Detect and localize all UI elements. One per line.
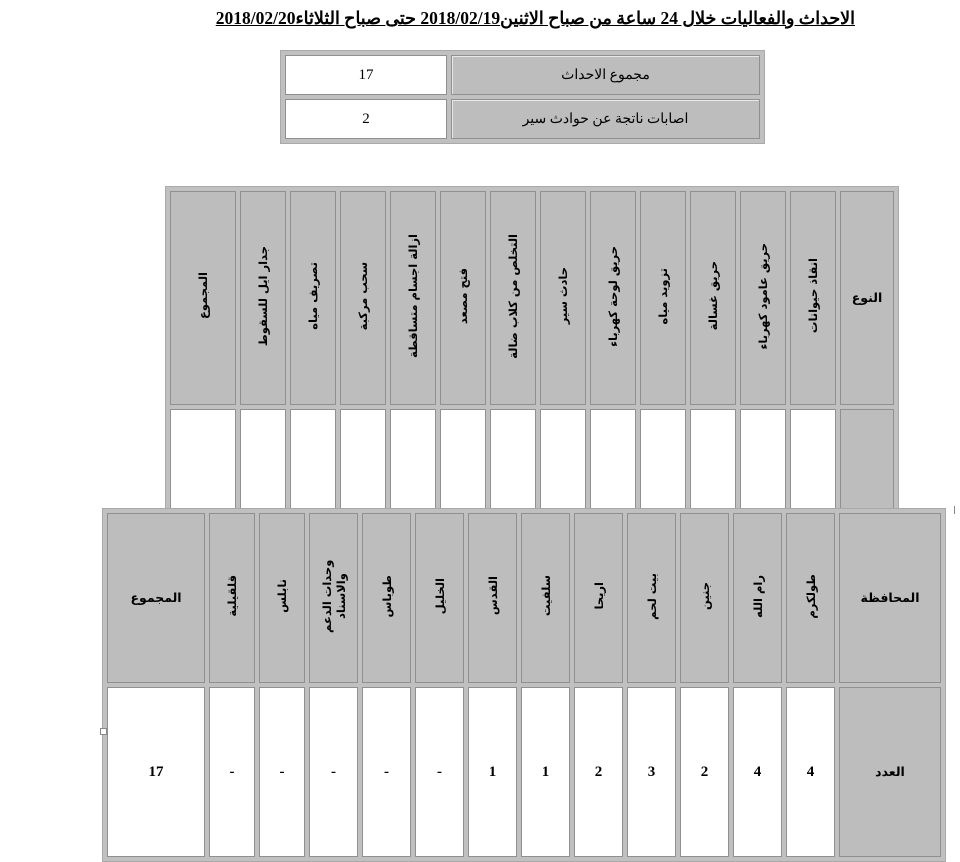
gov-label: القدس bbox=[485, 576, 500, 616]
types-total-header bbox=[170, 191, 236, 405]
resize-handle[interactable] bbox=[954, 506, 958, 514]
type-header bbox=[590, 191, 636, 405]
govs-count-label: العدد bbox=[875, 764, 905, 779]
govs-count-header bbox=[839, 687, 941, 857]
gov-header bbox=[468, 513, 517, 683]
resize-handle[interactable] bbox=[100, 728, 107, 735]
summary-table bbox=[280, 50, 765, 144]
types-total-label: المجموع bbox=[196, 272, 210, 320]
type-header bbox=[440, 191, 486, 405]
governorates-table bbox=[102, 508, 946, 862]
type-header bbox=[340, 191, 386, 405]
type-header bbox=[740, 191, 786, 405]
gov-label: بيت لحم bbox=[644, 572, 659, 620]
type-header bbox=[290, 191, 336, 405]
types-row-header bbox=[840, 191, 894, 405]
type-label: سحب مركبة bbox=[356, 261, 370, 331]
gov-label: نابلس bbox=[275, 579, 289, 613]
types-row-header-label: النوع bbox=[851, 290, 883, 305]
type-label: حريق لوحة كهرباء bbox=[606, 245, 620, 347]
gov-count: 3 bbox=[627, 687, 676, 857]
page-title: الاحداث والفعاليات خلال 24 ساعة من صباح الاثنين2018/02/19 حتى صباح الثلاثاء2018/02/20 bbox=[215, 8, 855, 28]
gov-label: رام الله bbox=[750, 574, 765, 618]
summary-label: مجموع الاحداث bbox=[451, 55, 760, 95]
gov-header bbox=[733, 513, 782, 683]
gov-count: - bbox=[309, 687, 358, 857]
type-label: جدار ايل للسقوط bbox=[256, 245, 270, 347]
summary-value: 17 bbox=[285, 55, 447, 95]
gov-header bbox=[259, 513, 305, 683]
govs-header-row bbox=[107, 513, 941, 683]
type-label: انقاذ حيوانات bbox=[806, 258, 820, 334]
gov-label: وحدات الدعم والاسناد bbox=[319, 559, 348, 633]
summary-row bbox=[285, 99, 760, 139]
type-header bbox=[240, 191, 286, 405]
type-header bbox=[390, 191, 436, 405]
gov-count: 1 bbox=[521, 687, 570, 857]
govs-count-row bbox=[107, 687, 941, 857]
govs-row-header bbox=[839, 513, 941, 683]
govs-row-header-label: المحافظة bbox=[860, 590, 920, 605]
type-label: فتح مصعد bbox=[456, 267, 470, 325]
gov-header bbox=[521, 513, 570, 683]
gov-count: - bbox=[209, 687, 255, 857]
govs-total-header bbox=[107, 513, 205, 683]
type-header bbox=[540, 191, 586, 405]
summary-label: اصابات ناتجة عن حوادث سير bbox=[451, 99, 760, 139]
types-header-row bbox=[170, 191, 894, 405]
type-label: التخلص من كلاب ضالة bbox=[506, 233, 520, 359]
type-label: حريق عامود كهرباء bbox=[756, 242, 770, 350]
type-label: تصريف مياه bbox=[306, 262, 320, 330]
type-label: حريق غسالة bbox=[706, 261, 720, 331]
type-label: تزويد مياه bbox=[656, 267, 670, 325]
gov-label: طولكرم bbox=[803, 573, 818, 619]
govs-total-value: 17 bbox=[107, 687, 205, 857]
summary-row bbox=[285, 55, 760, 95]
gov-count: 1 bbox=[468, 687, 517, 857]
gov-count: 4 bbox=[733, 687, 782, 857]
gov-header bbox=[574, 513, 623, 683]
gov-header bbox=[309, 513, 358, 683]
type-header bbox=[690, 191, 736, 405]
gov-label: طوباس bbox=[379, 574, 394, 618]
gov-header bbox=[209, 513, 255, 683]
gov-count: - bbox=[259, 687, 305, 857]
gov-count: - bbox=[362, 687, 411, 857]
summary-value: 2 bbox=[285, 99, 447, 139]
gov-label: جنين bbox=[697, 581, 712, 611]
type-label: ازالة اجسام متساقطة bbox=[406, 233, 420, 359]
gov-header bbox=[627, 513, 676, 683]
gov-label: سلفيت bbox=[538, 575, 553, 617]
gov-header bbox=[362, 513, 411, 683]
gov-count: 2 bbox=[680, 687, 729, 857]
gov-header bbox=[786, 513, 835, 683]
type-header bbox=[640, 191, 686, 405]
type-header bbox=[490, 191, 536, 405]
gov-label: اريحا bbox=[591, 582, 606, 610]
type-label: حادث سير bbox=[556, 267, 570, 325]
gov-header bbox=[680, 513, 729, 683]
gov-label: الخليل bbox=[432, 577, 447, 615]
gov-count: - bbox=[415, 687, 464, 857]
gov-count: 2 bbox=[574, 687, 623, 857]
type-header bbox=[790, 191, 836, 405]
gov-count: 4 bbox=[786, 687, 835, 857]
govs-total-label: المجموع bbox=[130, 590, 182, 605]
gov-header bbox=[415, 513, 464, 683]
gov-label: قلقيلية bbox=[225, 575, 239, 617]
